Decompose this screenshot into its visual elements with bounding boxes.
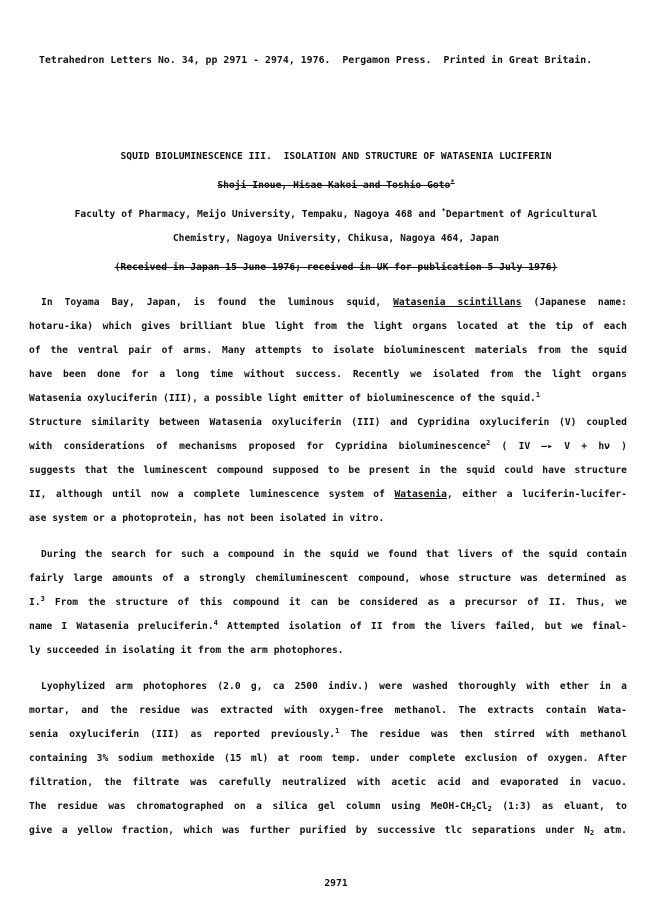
reaction-scheme: ( IV —▸ V + hν ) (490, 441, 627, 452)
page-number: 2971 (324, 878, 348, 889)
p2-text: Attempted isolation of II from the livers failed, but we final- (217, 621, 627, 632)
article-title: SQUID BIOLUMINESCENCE III. ISOLATION AND STRUCTURE OF WATASENIA LUCIFERIN (120, 151, 552, 162)
p3-text: atm. (594, 825, 627, 836)
p1-text: Watasenia oxyluciferin (III), a possible light emitter of bioluminescence of the squid. (29, 393, 536, 404)
p3-line-6 (29, 801, 627, 813)
reference-marker: 1 (535, 391, 541, 399)
reference-marker: 3 (40, 595, 45, 603)
p1-text: , either a luciferin-lucifer- (446, 489, 628, 500)
affiliation-dept: Department of Agricultural (445, 209, 598, 220)
p2-line-1: During the search for such a compound in the squid we found that livers of the squid contain (41, 549, 627, 560)
p1-line-9 (29, 489, 627, 501)
p3-line-3 (29, 729, 627, 741)
p3-text: senia oxyluciferin (III) as reported previously. (29, 729, 336, 740)
p3-text: (1:3) as eluant, to (491, 801, 627, 812)
p3-line-5: filtration, the filtrate was carefully neutralized with acetic acid and evaporated in vacuo. (29, 777, 627, 788)
affiliation-line-2: Chemistry, Nagoya University, Chikusa, Nagoya 464, Japan (172, 233, 500, 244)
p3-text: The residue was chromatographed on a silica gel column using MeOH-CH (29, 801, 472, 812)
p1-text: with considerations of mechanisms proposed for Cypridina bioluminescence (29, 441, 487, 452)
p3-line-7 (29, 825, 627, 837)
subscript: 2 (487, 805, 492, 813)
reference-marker: 2 (486, 439, 491, 447)
received-dates: (Received in Japan 15 June 1976; received in UK for publication 5 July 1976) (114, 262, 558, 273)
p3-text: Cl (475, 801, 488, 812)
subscript: 2 (471, 805, 476, 813)
p1-text: II, although until now a complete luminescence system of (29, 489, 395, 500)
p1-text: In Toyama Bay, Japan, is found the luminous squid, (41, 297, 394, 308)
p1-line-5 (29, 393, 672, 405)
authors: Shoji Inoue, Hisae Kakoi and Toshio Goto (217, 180, 451, 191)
p3-text: give a yellow fraction, which was further purified by successive tlc separations under N (29, 825, 590, 836)
p1-text: (Japanese name: (521, 297, 627, 308)
affiliation-line-1 (0, 209, 672, 221)
p1-line-4: have been done for a long time without success. Recently we isolated from the light organs (29, 369, 627, 380)
p1-line-3: of the ventral pair of arms. Many attempts to isolate bioluminescent materials from the squid (29, 345, 627, 356)
p2-line-5: ly succeeded in isolating it from the arm photophores. (29, 645, 344, 656)
p1-line-8: suggests that the luminescent compound supposed to be present in the squid could have structure (29, 465, 627, 476)
p1-line-1 (29, 297, 627, 309)
journal-header: Tetrahedron Letters No. 34, pp 2971 - 2974, 1976. Pergamon Press. Printed in Great Britain. (39, 55, 593, 66)
p3-line-2: mortar, and the residue was extracted with oxygen-free methanol. The extracts contain Wata- (29, 705, 627, 716)
p1-line-6: Structure similarity between Watasenia oxyluciferin (III) and Cypridina oxyluciferin (V) coupled (29, 417, 627, 428)
affiliation-asterisk: * (441, 207, 446, 215)
p1-line-10: ase system or a photoprotein, has not been isolated in vitro. (29, 513, 385, 524)
p2-line-3 (29, 597, 627, 609)
p2-line-2: fairly large amounts of a strongly chemiluminescent compound, whose structure was determined as (29, 573, 627, 584)
author-asterisk: * (450, 178, 455, 186)
p3-line-1: Lyophylized arm photophores (2.0 g, ca 2500 indiv.) were washed thoroughly with ether in a (41, 681, 627, 692)
p1-line-2: hotaru-ika) which gives brilliant blue light from the light organs located at the tip of each (29, 321, 627, 332)
subscript: 2 (589, 829, 595, 837)
affiliation-meijo: Faculty of Pharmacy, Meijo University, Tempaku, Nagoya 468 and (74, 209, 442, 220)
p1-line-7 (29, 441, 627, 453)
p2-text: name I Watasenia preluciferin. (29, 621, 214, 632)
p3-text: The residue was then stirred with methanol (339, 729, 627, 740)
p2-text: I. (29, 597, 41, 608)
reference-marker: 4 (213, 619, 218, 627)
p2-text: From the structure of this compound it can be considered as a precursor of II. Thus, we (44, 597, 627, 608)
genus-name: Watasenia (394, 489, 447, 500)
p3-line-4: containing 3% sodium methoxide (15 ml) at room temp. under complete exclusion of oxygen. After (29, 753, 627, 764)
author-list (0, 180, 672, 192)
species-name: Watasenia scintillans (393, 297, 522, 308)
p2-line-4 (29, 621, 627, 633)
reference-marker: 1 (335, 727, 340, 735)
